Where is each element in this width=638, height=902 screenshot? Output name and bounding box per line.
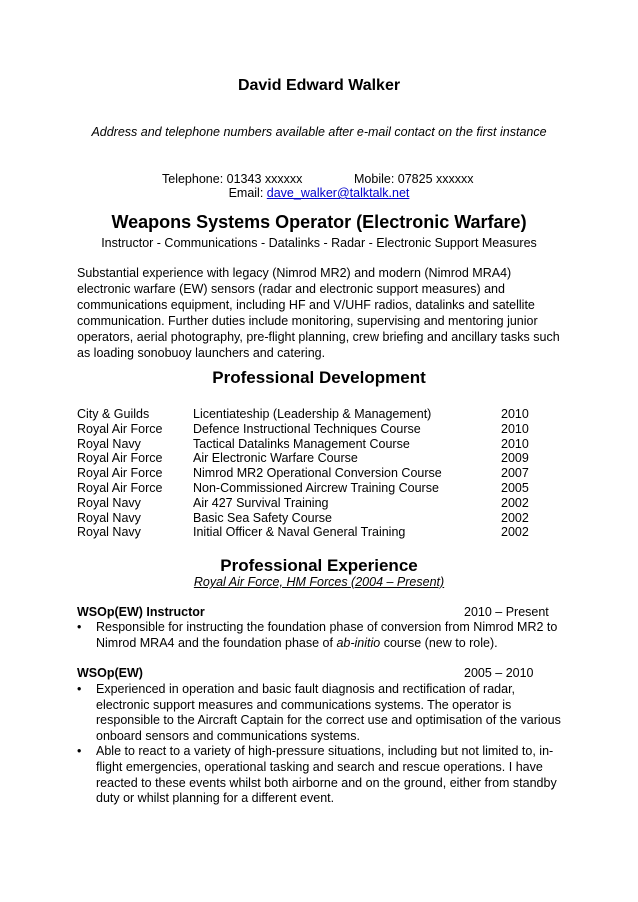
course-cell: Licentiateship (Leadership & Management) [193, 407, 432, 421]
table-row [77, 466, 547, 481]
job-duties [77, 620, 563, 651]
year-cell: 2002 [501, 510, 529, 525]
job-title: WSOp(EW) [77, 666, 143, 680]
course-cell: Defence Instructional Techniques Course [193, 421, 421, 436]
table-row [77, 451, 547, 466]
org-cell: Royal Air Force [77, 466, 163, 481]
candidate-name: David Edward Walker [237, 77, 401, 94]
job-dates: 2005 – 2010 [464, 666, 534, 680]
table-row [77, 437, 547, 452]
duty-text-emphasis: ab-initio [336, 635, 381, 650]
role-title: Weapons Systems Operator (Electronic Warfare) [111, 212, 527, 232]
year-cell: 2002 [501, 525, 529, 540]
year-cell: 2005 [501, 480, 529, 495]
development-table [77, 407, 547, 540]
job-duties [77, 682, 563, 807]
course-cell: Air 427 Survival Training [193, 495, 329, 510]
experience-heading: Professional Experience [220, 556, 418, 575]
duty-text: Able to react to a variety of high-pressure situations, including but not limited to, in-flight emergencies, operational tasking and search and rescue operations. I have reacted to these events whilst both airborne and on the ground, either from standby duty or whilst planning for a different event. [96, 744, 557, 806]
bullet-icon: • [77, 682, 82, 696]
job-title: WSOp(EW) Instructor [77, 605, 205, 619]
summary-paragraph: Substantial experience with legacy (Nimrod MR2) and modern (Nimrod MRA4) electronic warfare (EW) sensors (radar and electronic support measures) and communications equipment, including HF and V/UHF radios, datalinks and satellite communication. Further duties include monitoring, supervising and mentoring junior operators, aerial photography, pre-flight planning, crew briefing and ancillary tasks such as loading sonobuoy launchers and catering. [77, 266, 560, 360]
duty-text: Experienced in operation and basic fault diagnosis and rectification of radar, electronic support measures and communications systems. The operator is responsible to the Aircraft Captain for the correct use and optimisation of the various onboard sensors and communications systems. [96, 682, 561, 743]
year-cell: 2009 [501, 451, 529, 466]
course-cell: Initial Officer & Naval General Training [193, 525, 406, 540]
email-label: Email: [228, 186, 267, 200]
development-heading: Professional Development [212, 368, 426, 387]
org-cell: Royal Navy [77, 525, 141, 540]
course-cell: Nimrod MR2 Operational Conversion Course [193, 466, 442, 481]
org-cell: Royal Air Force [77, 421, 163, 436]
table-row [77, 525, 547, 540]
list-item [77, 744, 563, 806]
experience-employer: Royal Air Force, HM Forces (2004 – Present) [193, 575, 445, 589]
table-row [77, 407, 547, 422]
year-cell: 2010 [501, 421, 529, 436]
role-subtitle: Instructor - Communications - Datalinks - Radar - Electronic Support Measures [101, 236, 537, 250]
course-cell: Basic Sea Safety Course [193, 510, 332, 525]
org-cell: Royal Navy [77, 510, 141, 525]
org-cell: Royal Navy [77, 495, 141, 510]
org-cell: Royal Air Force [77, 480, 163, 495]
duty-text-start: Responsible for instructing the foundation phase of conversion from Nimrod MR2 to Nimrod MRA4 and the foundation phase of [96, 620, 558, 650]
org-cell: Royal Air Force [77, 451, 163, 466]
year-cell: 2007 [501, 466, 529, 481]
table-row [77, 481, 547, 496]
course-cell: Tactical Datalinks Management Course [193, 436, 410, 451]
bullet-icon: • [77, 620, 82, 634]
table-row [77, 496, 547, 511]
course-cell: Air Electronic Warfare Course [193, 451, 358, 466]
mobile: Mobile: 07825 xxxxxx [354, 172, 474, 186]
org-cell: Royal Navy [77, 436, 141, 451]
telephone: Telephone: 01343 xxxxxx [162, 172, 303, 186]
job-dates: 2010 – Present [464, 605, 549, 619]
year-cell: 2010 [501, 436, 529, 451]
course-cell: Non-Commissioned Aircrew Training Course [193, 480, 439, 495]
table-row [77, 422, 547, 437]
address-note: Address and telephone numbers available after e-mail contact on the first instance [91, 125, 547, 139]
list-item [77, 682, 563, 744]
email-link[interactable]: dave_walker@talktalk.net [266, 186, 410, 200]
year-cell: 2010 [501, 407, 529, 421]
org-cell: City & Guilds [77, 407, 150, 421]
bullet-icon: • [77, 744, 82, 759]
duty-text-end: course (new to role). [380, 635, 498, 650]
year-cell: 2002 [501, 495, 529, 510]
list-item [77, 620, 563, 651]
email-line [0, 186, 638, 200]
table-row [77, 511, 547, 526]
